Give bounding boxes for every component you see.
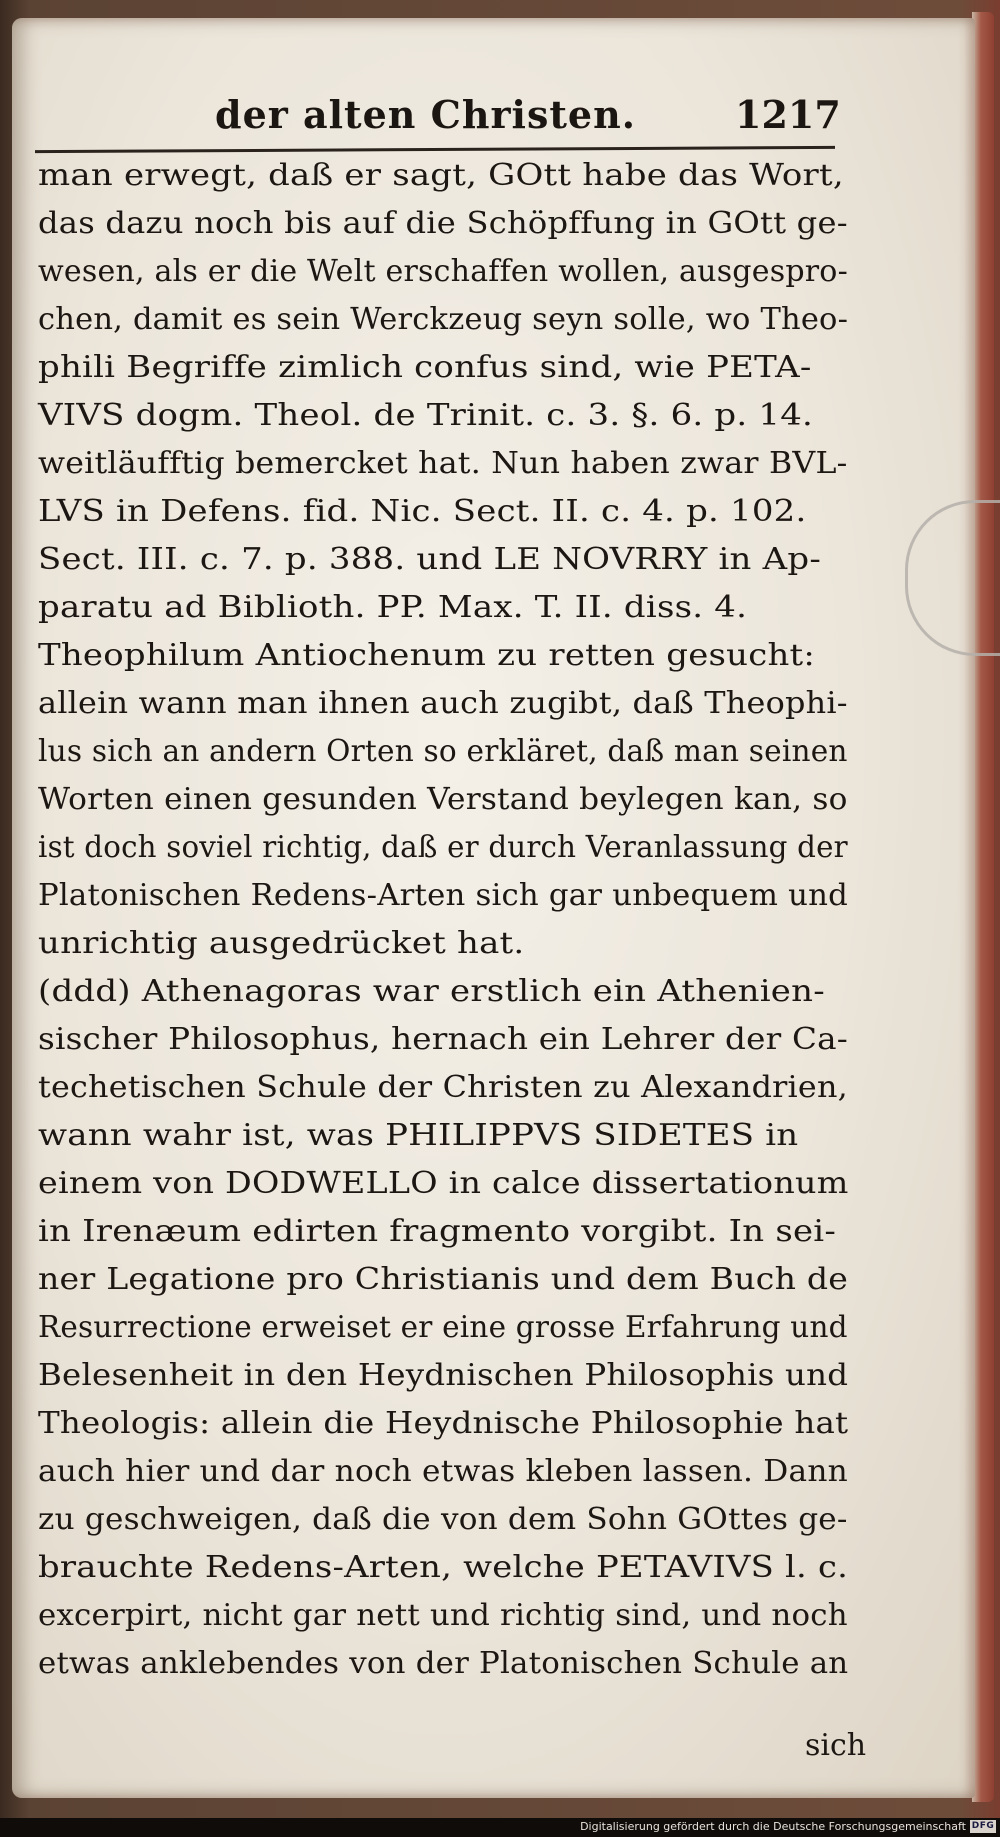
text-line: Theologis: allein die Heydnische Philosophie hat [38, 1406, 849, 1440]
text-line: phili Begriffe zimlich confus sind, wie PETA- [38, 350, 812, 384]
text-line: allein wann man ihnen auch zugibt, daß Theophi- [38, 686, 848, 720]
running-title: der alten Christen. [215, 92, 636, 137]
page-number: 1217 [735, 92, 841, 137]
text-line: excerpirt, nicht gar nett und richtig sind, und noch [38, 1598, 848, 1632]
page-header [40, 92, 840, 152]
text-line: zu geschweigen, daß die von dem Sohn GOttes ge- [38, 1502, 848, 1536]
catchword: sich [805, 1728, 867, 1763]
text-line: wesen, als er die Welt erschaffen wollen, ausgespro- [38, 254, 848, 288]
text-line: techetischen Schule der Christen zu Alexandrien, [38, 1070, 848, 1104]
text-line: sischer Philosophus, hernach ein Lehrer der Ca- [38, 1022, 849, 1056]
text-line: brauchte Redens-Arten, welche PETAVIVS l. c. [38, 1550, 849, 1584]
text-line: Belesenheit in den Heydnischen Philosophis und [38, 1358, 849, 1392]
text-line: VIVS dogm. Theol. de Trinit. c. 3. §. 6. p. 14. [38, 398, 814, 432]
text-line: ner Legatione pro Christianis und dem Buch de [38, 1262, 849, 1296]
text-line: Resurrectione erweiset er eine grosse Erfahrung und [38, 1310, 848, 1344]
text-line: das dazu noch bis auf die Schöpffung in GOtt ge- [38, 206, 848, 240]
text-line: Platonischen Redens-Arten sich gar unbequem und [38, 878, 849, 912]
text-line: lus sich an andern Orten so erkläret, daß man seinen [38, 734, 848, 768]
text-line: auch hier und dar noch etwas kleben lassen. Dann [38, 1454, 848, 1488]
text-line: weitläufftig bemercket hat. Nun haben zwar BVL- [38, 446, 848, 480]
text-line: (ddd) Athenagoras war erstlich ein Athenien- [38, 974, 825, 1008]
text-line: LVS in Defens. fid. Nic. Sect. II. c. 4. p. 102. [38, 494, 807, 528]
dfg-logo-icon: DFG [971, 1821, 995, 1831]
text-line: man erwegt, daß er sagt, GOtt habe das Wort, [38, 158, 844, 192]
text-line: etwas anklebendes von der Platonischen Schule an [38, 1646, 849, 1680]
text-line: Worten einen gesunden Verstand beylegen kan, so [38, 782, 848, 816]
text-line: ist doch soviel richtig, daß er durch Veranlassung der [38, 830, 848, 864]
text-line: Sect. III. c. 7. p. 388. und LE NOVRRY in Ap- [38, 542, 822, 576]
page-edge [972, 12, 994, 1802]
text-line: wann wahr ist, was PHILIPPVS SIDETES in [38, 1118, 799, 1152]
text-line: in Irenæum edirten fragmento vorgibt. In sei- [38, 1214, 837, 1248]
text-line: chen, damit es sein Werckzeug seyn solle, wo Theo- [38, 302, 849, 336]
text-line: einem von DODWELLO in calce dissertationum [38, 1166, 849, 1200]
text-line: paratu ad Biblioth. PP. Max. T. II. diss. 4. [38, 590, 748, 624]
text-line: Theophilum Antiochenum zu retten gesucht: [38, 638, 816, 672]
footer-bar [0, 1818, 1000, 1837]
funding-credit: Digitalisierung gefördert durch die Deutsche Forschungsgemeinschaft [580, 1820, 966, 1833]
text-line: unrichtig ausgedrücket hat. [38, 926, 525, 960]
